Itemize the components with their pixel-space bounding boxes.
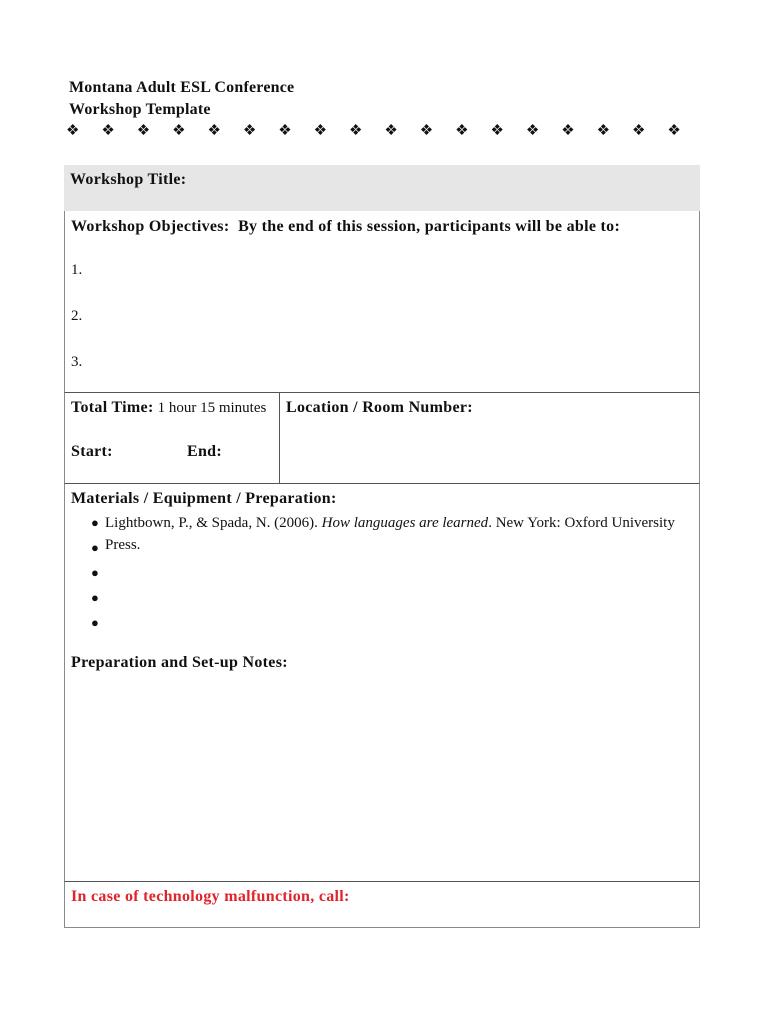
diamond-icon: ❖: [66, 123, 80, 139]
objective-1: 1.: [71, 262, 83, 278]
diamond-icon: ❖: [207, 123, 221, 139]
materials-item-text: Lightbown, P., & Spada, N. (2006).: [105, 515, 322, 531]
workshop-objectives-section[interactable]: [64, 211, 700, 393]
diamond-icon: ❖: [242, 123, 257, 139]
objectives-heading: [71, 216, 693, 238]
diamond-icon: ❖: [172, 123, 186, 139]
location-cell[interactable]: [280, 393, 699, 483]
materials-item-publisher: . New York: Oxford University Press.: [105, 515, 675, 553]
tech-malfunction-row[interactable]: [64, 882, 700, 928]
materials-item: [71, 512, 693, 553]
tech-malfunction-label: In case of technology malfunction, call:: [71, 888, 350, 905]
bullet-icon: ●: [91, 615, 99, 630]
diamond-icon: ❖: [313, 123, 328, 139]
diamond-icon: ❖: [455, 123, 469, 139]
diamond-icon: ❖: [101, 123, 115, 139]
total-time-cell[interactable]: [65, 393, 280, 483]
time-location-row: [64, 393, 700, 484]
diamond-icon: ❖: [349, 123, 363, 139]
materials-item-title: How languages are learned: [321, 515, 489, 531]
diamond-icon: ❖: [136, 123, 151, 139]
objective-3: 3.: [71, 354, 83, 370]
total-time-value: 1 hour 15 minutes: [157, 400, 267, 416]
location-label: Location / Room Number:: [286, 399, 473, 416]
materials-item[interactable]: [71, 562, 693, 587]
bullet-icon: ●: [91, 540, 99, 555]
objectives-label: Workshop Objectives:: [71, 218, 230, 235]
workshop-title-label: Workshop Title:: [70, 171, 187, 188]
document-header: [69, 77, 294, 121]
bullet-icon: ●: [91, 565, 99, 580]
materials-section[interactable]: [64, 484, 700, 882]
diamond-icon: ❖: [667, 123, 681, 139]
start-label: Start:: [71, 443, 113, 460]
diamond-icon: ❖: [278, 123, 292, 139]
total-time-label: Total Time:: [71, 399, 154, 416]
diamond-icon: ❖: [632, 123, 646, 139]
diamond-icon: ❖: [384, 123, 398, 139]
conference-name: Montana Adult ESL Conference: [69, 79, 295, 96]
materials-list: [71, 512, 693, 637]
bullet-icon: ●: [91, 515, 99, 530]
workshop-title-row[interactable]: [64, 165, 700, 211]
diamond-icon: ❖: [561, 123, 575, 139]
materials-item[interactable]: [71, 612, 693, 637]
objectives-text: By the end of this session, participants will be able to:: [238, 218, 621, 235]
end-label: End:: [187, 443, 222, 460]
materials-item[interactable]: [71, 537, 693, 562]
materials-label: Materials / Equipment / Preparation:: [71, 490, 337, 507]
prep-notes-label: Preparation and Set-up Notes:: [71, 654, 288, 671]
bullet-icon: ●: [91, 590, 99, 605]
materials-item[interactable]: [71, 587, 693, 612]
diamond-icon: ❖: [525, 123, 540, 139]
template-name: Workshop Template: [69, 101, 211, 118]
objective-2: 2.: [71, 308, 83, 324]
workshop-form: [64, 165, 700, 928]
diamond-icon: ❖: [490, 123, 504, 139]
diamond-icon: ❖: [419, 123, 434, 139]
diamond-divider: [66, 122, 681, 140]
diamond-icon: ❖: [596, 123, 611, 139]
